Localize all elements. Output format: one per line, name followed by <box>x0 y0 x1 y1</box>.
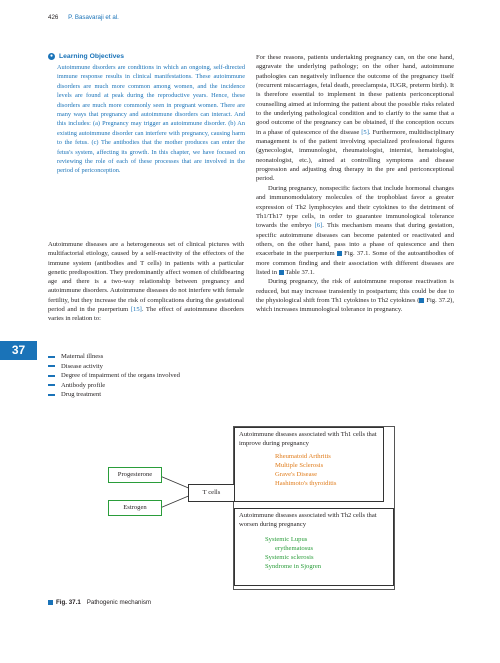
bullet-dash-icon <box>48 384 55 386</box>
right-text: For these reasons, patients undertaking pregnancy can, on the one hand, aggravate the underlying pathology; on the other hand, autoimmune pathologies can negatively influence the outcome of the pregnancy itself (recurrent miscarriages, fetal death, preeclampsia, IUGR, preterm birth). It is therefore essential to implement in these patients periconceptional counselling aimed at informing the patient about the possible risks related to the underlying pathological condition and to clarify to the same that a good outcome of the pregnancy can be obtained, if the conception occurs in a phase of quiescence of the disease <box>256 54 454 136</box>
citation-link[interactable]: [5] <box>361 128 369 136</box>
th1-box <box>234 427 384 502</box>
right-text: During pregnancy, nonspecific factors that include hormonal changes and immunomodulatory molecules of the trophoblast favor a greater expression of Th2 lymphocytes and their cytokines to the detriment of Th1/Th17 type cells, in order to guarantee immunological tolerance towards the embryo <box>256 184 454 230</box>
left-text-a: Autoimmune diseases are a heterogeneous set of clinical pictures with multifactorial etiology, caused by a self-reactivity of the effectors of the immune system (antibodies and T cells) in patients with a particular genetic predisposition. They predominantly affect women of childbearing age and there is a two-way relationship between pregnancy and autoimmune disorders. Autoimmune diseases do not interfere with female fertility, but they increase the risk of complications during the gestational period and in the puerperium <box>48 241 244 314</box>
page-number: 426 <box>48 14 59 21</box>
right-text: . This mechanism means that during gestation, specific autoimmune diseases can become patented or reactivated and others, on the other hand, pass into a phase of quiescence and then exacerbate in the puerperium <box>256 222 454 258</box>
right-paragraph-2 <box>256 184 454 277</box>
bullet-dash-icon <box>48 394 55 396</box>
bullet-dash-icon <box>48 375 55 377</box>
caption-text: Pathogenic mechanism <box>86 599 152 606</box>
th2-disease: Syndrome in Sjogren <box>265 563 322 570</box>
tcells-box <box>188 484 235 502</box>
objectives-icon: ● <box>49 53 54 59</box>
th1-disease: Hashimoto's thyroiditis <box>275 480 337 487</box>
caption-label: Fig. 37.1 <box>56 599 81 606</box>
right-text: During pregnancy, the risk of autoimmune response reactivation is reduced, but may increase transiently in postpartum; this could be due to the physiological shift from Th1 cytokines to Th2 cytokines ( <box>256 278 454 304</box>
effect-list <box>48 352 180 400</box>
right-text: ), which increases immunological tolerance in pregnancy. <box>256 296 454 314</box>
right-paragraph-1 <box>256 53 454 184</box>
th1-disease-list <box>275 452 379 488</box>
left-body-paragraph <box>48 240 244 324</box>
right-text: . Furthermore, multidisciplinary management is of the patient involving specialized professional figures (gynecologist, immunologist, rheumatologist, internist, hematologist, neonatologist, etc.), aimed at controlling symptoms and disease progression and adjusting drug therapy in the pre and periconceptional period. <box>256 128 454 183</box>
list-item <box>48 352 180 362</box>
citation-link[interactable]: [15] <box>130 306 142 314</box>
right-text: . Some of the autoantibodies of more common finding and their association with different diseases are listed in <box>256 250 454 276</box>
th2-box <box>234 508 394 586</box>
citation-link[interactable]: [6] <box>314 222 323 230</box>
pathogenic-mechanism-figure <box>98 418 408 590</box>
running-author: P. Basavaraji et al. <box>68 14 119 21</box>
left-text-b: . The effect of autoimmune disorders varies in relation to: <box>48 306 244 323</box>
th2-disease: Systemic sclerosis <box>265 554 314 561</box>
list-item-label: Disease activity <box>61 362 103 370</box>
learning-objectives-title: Learning Objectives <box>59 53 124 60</box>
list-item <box>48 390 180 400</box>
th2-disease: erythematosus <box>275 545 314 552</box>
th2-disease: Systemic Lupus <box>265 536 308 543</box>
th1-disease: Multiple Sclerosis <box>275 462 324 469</box>
list-item <box>48 362 180 372</box>
bullet-dash-icon <box>48 365 55 367</box>
list-item-label: Maternal illness <box>61 353 104 360</box>
bullet-dash-icon <box>48 356 55 358</box>
figure-caption-icon <box>48 600 53 605</box>
progesterone-box <box>108 467 162 483</box>
th1-disease: Grave's Disease <box>275 471 318 478</box>
figure-ref-icon <box>337 251 342 256</box>
th1-disease: Rheumatoid Arthritis <box>275 453 331 460</box>
list-item <box>48 381 180 391</box>
progesterone-label: Progesterone <box>117 471 153 478</box>
figure-ref-icon <box>419 298 424 303</box>
list-item <box>48 371 180 381</box>
th2-disease-list <box>265 535 389 571</box>
list-item-label: Antibody profile <box>61 381 106 389</box>
chapter-tab[interactable]: 37 <box>0 341 37 360</box>
right-text: . <box>313 268 315 276</box>
th2-title: Autoimmune diseases associated with Th2 cells that worsen during pregnancy <box>239 512 377 528</box>
figure-link[interactable]: Fig. 37.1 <box>344 250 369 258</box>
learning-objectives-heading <box>48 53 124 60</box>
estrogen-box <box>108 500 162 516</box>
tcells-label: T cells <box>202 489 221 496</box>
figure-caption <box>48 599 151 606</box>
table-ref-icon <box>279 270 284 275</box>
list-item-label: Drug treatment <box>61 391 102 398</box>
table-link[interactable]: Table 37.1 <box>285 268 313 276</box>
figure-link[interactable]: Fig. 37.2 <box>426 296 451 304</box>
estrogen-label: Estrogen <box>123 504 147 511</box>
running-header <box>48 14 119 21</box>
right-body <box>256 53 454 315</box>
learning-objectives-text: Autoimmune disorders are conditions in which an ongoing, self-directed immune response results in clinical manifestations. These autoimmune disorders are much more common among women, and the incidence levels are found at peak during the reproductive years. Hence, these disorders are much more commonly seen in pregnant women. There are many ways that pregnancy and autoimmune disorders can interact. And this includes: (a) Pregnancy may trigger an autoimmune disorder. (b) An existing autoimmune disorder can interfere with pregnancy, causing harm to the fetus. (c) The antibodies that the mother produces can enter the fetus's system, affecting its growth. In this chapter, we have focused on reviewing the role of each of these processes that are involved in the period of periconception. <box>57 64 245 175</box>
right-paragraph-3 <box>256 277 454 314</box>
th1-title: Autoimmune diseases associated with Th1 cells that improve during pregnancy <box>239 431 377 447</box>
list-item-label: Degree of impairment of the organs involved <box>61 372 180 379</box>
